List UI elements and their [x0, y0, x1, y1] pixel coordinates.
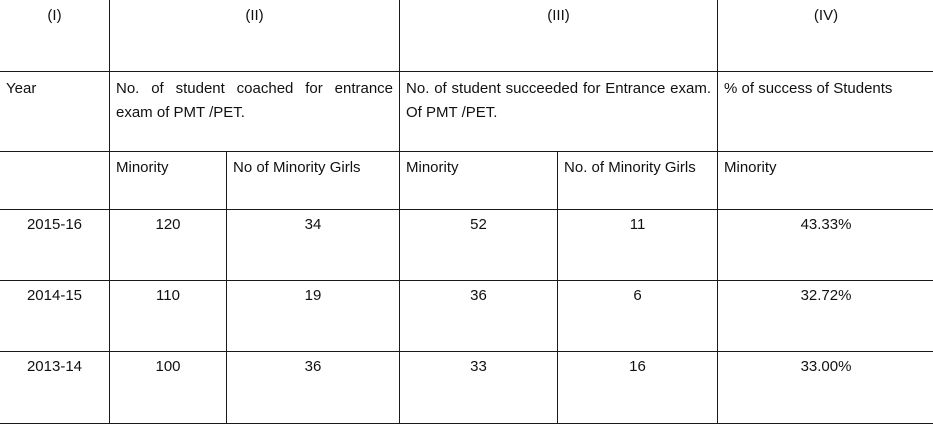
succeeded-header: No. of student succeeded for Entrance exam. Of PMT /PET.	[400, 72, 718, 152]
succeeded-girls-cell: 11	[558, 210, 718, 281]
coached-girls-cell: 34	[227, 210, 400, 281]
coached-minority-subheader: Minority	[110, 152, 227, 210]
table-row	[0, 210, 933, 281]
coached-minority-cell: 110	[110, 281, 227, 352]
year-cell: 2014-15	[0, 281, 110, 352]
succeeded-minority-cell: 36	[400, 281, 558, 352]
succeeded-minority-cell: 52	[400, 210, 558, 281]
success-percent-header: % of success of Students	[718, 72, 933, 152]
coached-girls-cell: 36	[227, 352, 400, 424]
coached-header: No. of student coached for entrance exam of PMT /PET.	[110, 72, 400, 152]
header-row	[0, 72, 933, 152]
coached-girls-cell: 19	[227, 281, 400, 352]
succeeded-minority-subheader: Minority	[400, 152, 558, 210]
year-subheader-empty	[0, 152, 110, 210]
year-cell: 2013-14	[0, 352, 110, 424]
column-number-ii: (II)	[110, 0, 400, 72]
succeeded-girls-cell: 16	[558, 352, 718, 424]
succeeded-girls-subheader: No. of Minority Girls	[558, 152, 718, 210]
succeeded-girls-cell: 6	[558, 281, 718, 352]
year-header: Year	[0, 72, 110, 152]
coached-girls-subheader: No of Minority Girls	[227, 152, 400, 210]
success-percent-cell: 32.72%	[718, 281, 933, 352]
success-percent-cell: 33.00%	[718, 352, 933, 424]
coached-minority-cell: 100	[110, 352, 227, 424]
roman-numeral-row	[0, 0, 933, 72]
table-row	[0, 281, 933, 352]
success-minority-subheader: Minority	[718, 152, 933, 210]
table-row	[0, 352, 933, 424]
column-number-iv: (IV)	[718, 0, 933, 72]
succeeded-minority-cell: 33	[400, 352, 558, 424]
subheader-row	[0, 152, 933, 210]
column-number-iii: (III)	[400, 0, 718, 72]
success-percent-cell: 43.33%	[718, 210, 933, 281]
coached-minority-cell: 120	[110, 210, 227, 281]
year-cell: 2015-16	[0, 210, 110, 281]
column-number-i: (I)	[0, 0, 110, 72]
